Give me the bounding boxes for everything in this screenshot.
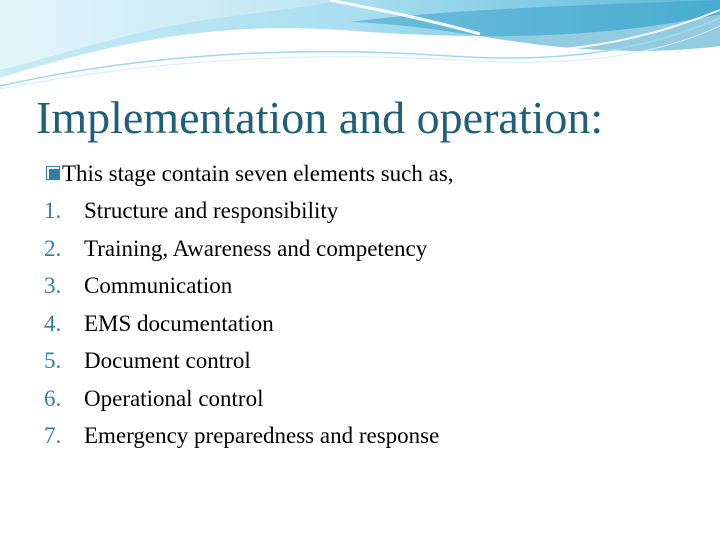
item-number: 6. (44, 385, 62, 411)
item-number: 7. (44, 423, 62, 448)
item-text: EMS documentation (84, 310, 274, 336)
slide-title: Implementation and operation: (36, 92, 604, 143)
item-text: Training, Awareness and competency (84, 235, 428, 261)
item-number: 4. (44, 310, 62, 336)
list-item (44, 384, 439, 422)
list-item (44, 309, 439, 347)
intro-text: This stage contain seven elements such as, (62, 161, 454, 186)
item-number: 2. (44, 235, 62, 261)
item-text: Emergency preparedness and response (84, 423, 440, 448)
intro-line (46, 158, 454, 189)
list-item (44, 271, 439, 309)
decorative-wave-header (0, 0, 720, 90)
item-text: Structure and responsibility (84, 198, 339, 223)
item-number: 3. (44, 273, 62, 298)
elements-list (44, 196, 439, 459)
item-text: Document control (84, 348, 251, 373)
item-number: 1. (44, 198, 62, 223)
list-item (44, 346, 439, 384)
item-number: 5. (44, 348, 62, 373)
list-item (44, 234, 439, 272)
checkbox-square-bullet-icon (46, 158, 60, 172)
list-item (44, 196, 439, 234)
list-item (44, 421, 439, 459)
item-text: Operational control (84, 385, 264, 411)
item-text: Communication (84, 273, 233, 298)
